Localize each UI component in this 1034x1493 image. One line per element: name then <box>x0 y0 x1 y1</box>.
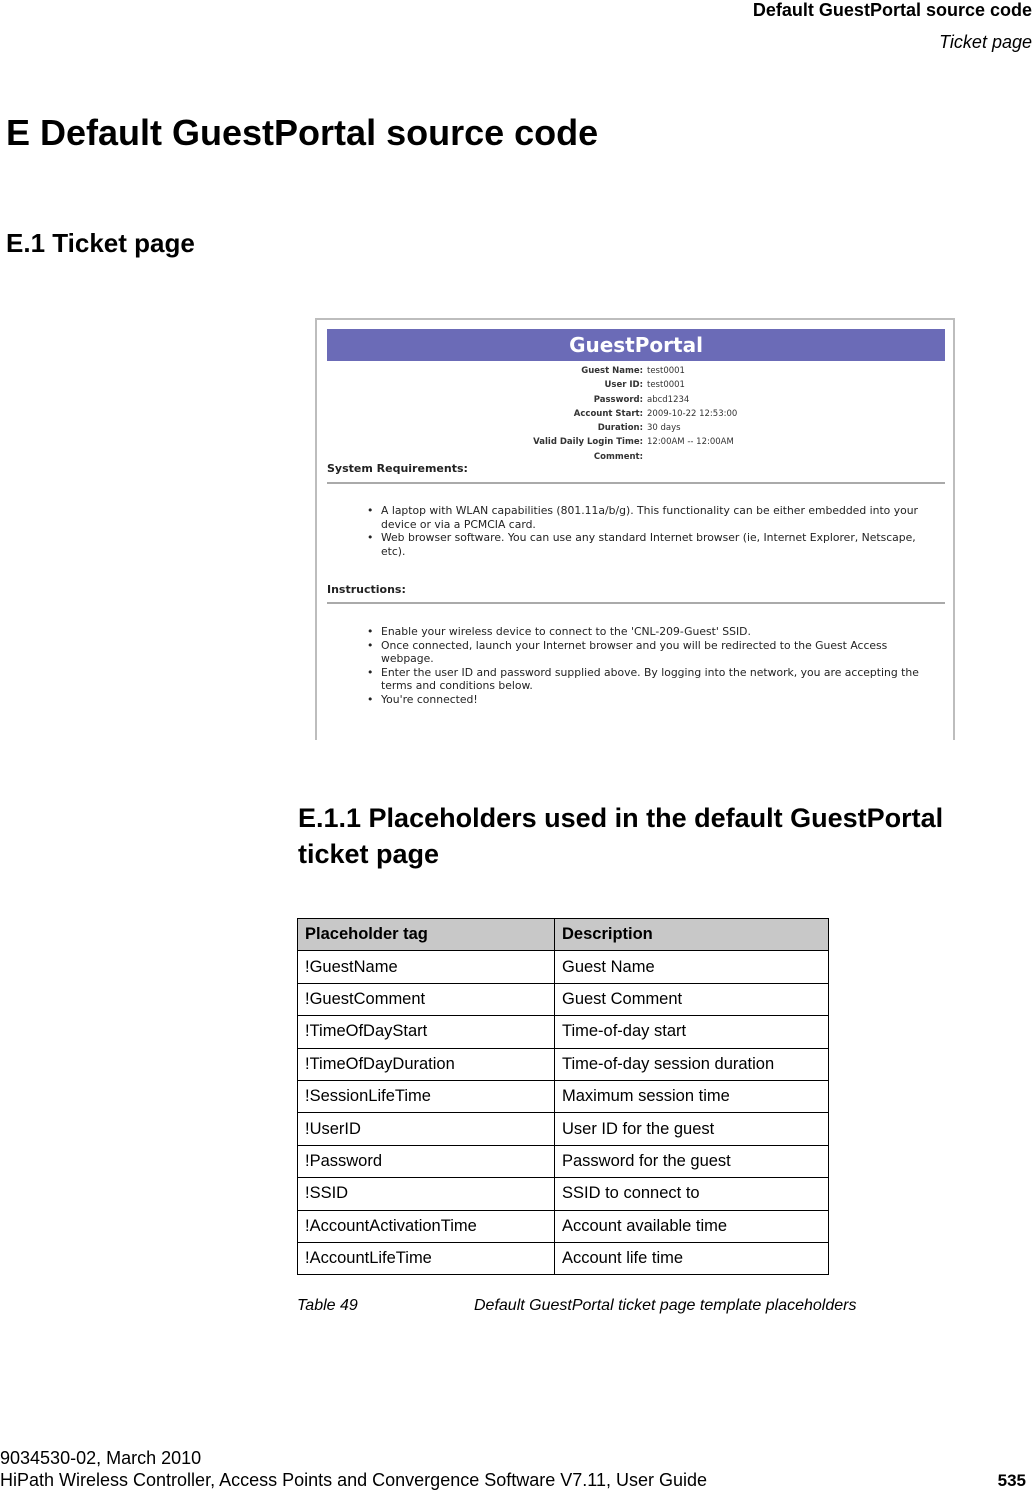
placeholder-tag: !AccountActivationTime <box>298 1210 555 1242</box>
placeholder-description: User ID for the guest <box>555 1113 829 1145</box>
table-row <box>298 1048 829 1080</box>
table-row <box>298 1113 829 1145</box>
field-label: User ID: <box>604 380 643 391</box>
table-row <box>298 1145 829 1177</box>
guestportal-screenshot <box>315 318 955 740</box>
table-row <box>298 983 829 1015</box>
placeholder-description: Time-of-day start <box>555 1016 829 1048</box>
table-row <box>298 1080 829 1112</box>
placeholder-description: Guest Comment <box>555 983 829 1015</box>
ticket-fields <box>317 364 953 464</box>
placeholder-tag: !GuestName <box>298 951 555 983</box>
placeholder-tag: !GuestComment <box>298 983 555 1015</box>
field-label: Account Start: <box>573 408 643 419</box>
page-number: 535 <box>997 1471 1026 1490</box>
subsection-heading: E.1.1 Placeholders used in the default GuestPortal ticket page <box>298 803 944 869</box>
section-heading: E.1 Ticket page <box>6 228 195 258</box>
list-item: • Enter the user ID and password supplied above. By logging into the network, you are accepting the terms and conditions below. <box>367 666 927 693</box>
field-row <box>317 421 953 435</box>
list-item: • Enable your wireless device to connect to the 'CNL-209-Guest' SSID. <box>367 625 927 639</box>
field-row <box>317 364 953 378</box>
column-header: Placeholder tag <box>298 919 555 951</box>
field-row <box>317 407 953 421</box>
table-row <box>298 1178 829 1210</box>
table-row <box>298 951 829 983</box>
table-header-row <box>298 919 829 951</box>
divider <box>327 482 945 484</box>
instructions-title: Instructions: <box>327 583 406 596</box>
table-row <box>298 1242 829 1274</box>
table-caption-number: Table 49 <box>297 1297 358 1314</box>
field-label: Valid Daily Login Time: <box>533 437 643 448</box>
running-header-chapter: Default GuestPortal source code <box>752 0 1032 20</box>
chapter-heading: E Default GuestPortal source code <box>6 112 599 153</box>
instructions-list <box>367 625 927 707</box>
list-item: • Web browser software. You can use any standard Internet browser (ie, Internet Explorer, Netscape, etc). <box>367 531 927 558</box>
field-value: 30 days <box>647 423 681 434</box>
requirements-title: System Requirements: <box>327 462 468 475</box>
field-value: test0001 <box>647 366 685 376</box>
placeholder-tag: !UserID <box>298 1113 555 1145</box>
field-label: Password: <box>593 394 643 405</box>
placeholder-description: Time-of-day session duration <box>555 1048 829 1080</box>
placeholder-tag: !SessionLifeTime <box>298 1080 555 1112</box>
field-value: 12:00AM -- 12:00AM <box>647 437 734 448</box>
placeholder-description: Password for the guest <box>555 1145 829 1177</box>
field-row <box>317 378 953 392</box>
table-caption-text: Default GuestPortal ticket page template placeholders <box>474 1297 857 1314</box>
column-header: Description <box>555 919 829 951</box>
requirements-list <box>367 504 927 558</box>
field-value: test0001 <box>647 380 685 391</box>
running-header-section: Ticket page <box>939 32 1032 52</box>
field-row <box>317 393 953 407</box>
placeholder-description: SSID to connect to <box>555 1178 829 1210</box>
list-item: • Once connected, launch your Internet browser and you will be redirected to the Guest Access webpage. <box>367 639 927 666</box>
list-item: • A laptop with WLAN capabilities (801.11a/b/g). This functionality can be either embedded into your device or via a PCMCIA card. <box>367 504 927 531</box>
guestportal-banner: GuestPortal <box>327 329 945 361</box>
placeholder-table <box>297 918 829 1275</box>
placeholder-tag: !Password <box>298 1145 555 1177</box>
field-label: Comment: <box>593 451 643 462</box>
divider <box>327 602 945 604</box>
list-item: • You're connected! <box>367 693 927 707</box>
placeholder-description: Maximum session time <box>555 1080 829 1112</box>
placeholder-tag: !SSID <box>298 1178 555 1210</box>
field-row <box>317 435 953 449</box>
placeholder-tag: !AccountLifeTime <box>298 1242 555 1274</box>
placeholder-description: Account available time <box>555 1210 829 1242</box>
field-label: Guest Name: <box>581 366 643 376</box>
placeholder-description: Account life time <box>555 1242 829 1274</box>
field-label: Duration: <box>597 423 643 434</box>
placeholder-tag: !TimeOfDayDuration <box>298 1048 555 1080</box>
footer-title: HiPath Wireless Controller, Access Points and Convergence Software V7.11, User Guide <box>0 1470 708 1490</box>
table-row <box>298 1016 829 1048</box>
footer-doc-id: 9034530-02, March 2010 <box>0 1448 202 1468</box>
table-row <box>298 1210 829 1242</box>
field-value: abcd1234 <box>647 394 690 405</box>
placeholder-tag: !TimeOfDayStart <box>298 1016 555 1048</box>
field-value: 2009-10-22 12:53:00 <box>647 408 738 419</box>
placeholder-description: Guest Name <box>555 951 829 983</box>
